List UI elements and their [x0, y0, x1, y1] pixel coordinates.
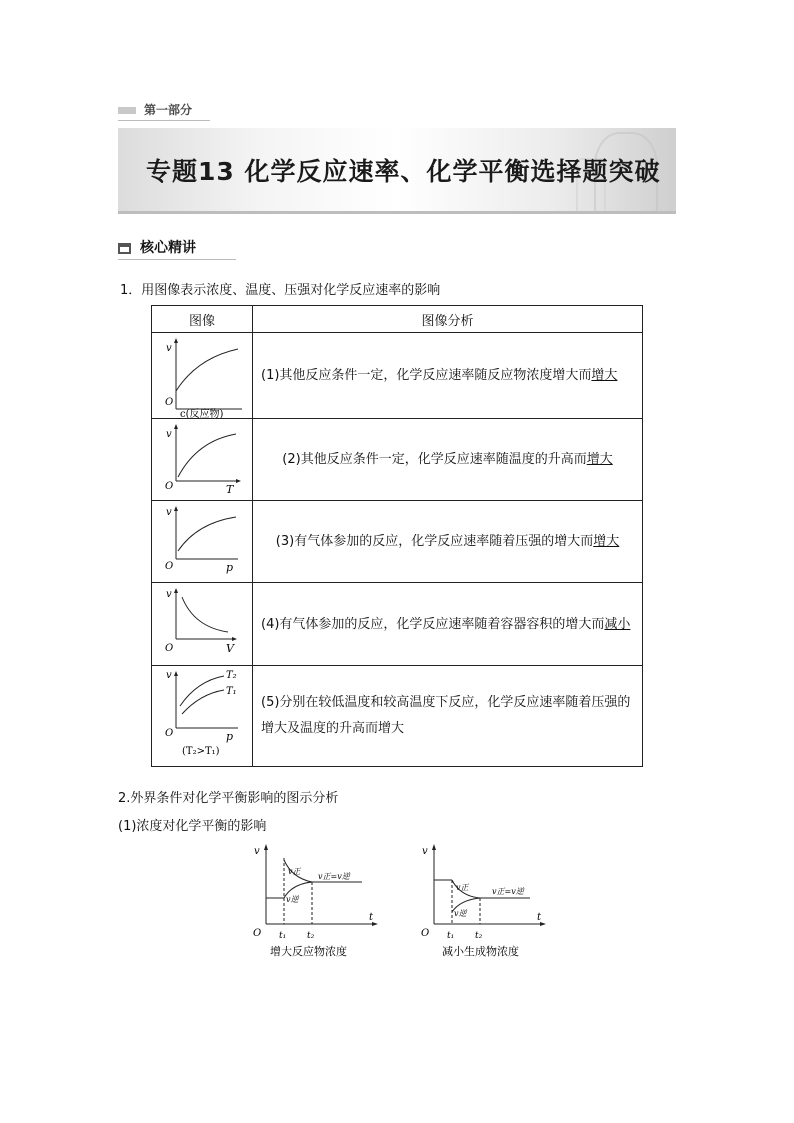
y-axis-arrow-icon	[264, 844, 268, 850]
analysis-cell	[253, 501, 643, 583]
answer-blank: 增大	[593, 533, 620, 549]
origin-label: O	[165, 728, 174, 739]
table-row	[152, 501, 643, 583]
section-list-icon	[118, 243, 131, 254]
v-equal-label: v正=v逆	[492, 887, 524, 896]
answer-blank: 增大	[586, 451, 613, 467]
analysis-cell	[253, 419, 643, 501]
rate-analysis-table	[151, 305, 643, 767]
page-title: 专题13 化学反应速率、化学平衡选择题突破	[146, 157, 661, 186]
t1-label: t₁	[279, 931, 287, 941]
analysis-text: (3)有气体参加的反应，化学反应速率随着压强的增大而	[275, 533, 594, 549]
analysis-text: (5)分别在较低温度和较高温度下反应，化学反应速率随着压强的增大及温度的升高而增大	[261, 695, 631, 736]
curve-t1	[182, 690, 224, 714]
y-axis-arrow-icon	[174, 671, 178, 676]
col-image-header: 图像	[152, 306, 253, 333]
x-axis-arrow-icon	[232, 637, 237, 641]
answer-blank: 减小	[604, 616, 631, 632]
answer-blank: 增大	[591, 367, 618, 383]
table-row	[152, 333, 643, 419]
temperature-note: (T₂>T₁)	[182, 746, 220, 757]
t-axis-label: t	[369, 912, 374, 923]
equilibrium-figure-increase-reactant	[246, 840, 386, 965]
origin-label: O	[165, 397, 174, 408]
origin-label: O	[165, 561, 174, 572]
section-rule	[118, 259, 236, 260]
v-forward-label: v正	[456, 883, 469, 892]
part-label-bar	[118, 107, 136, 114]
curve-label-t1: T₁	[226, 686, 237, 697]
graph-temperature	[152, 419, 252, 500]
graph-cell	[152, 333, 253, 419]
v-reverse-label: v逆	[286, 895, 299, 904]
item2-heading: 2.外界条件对化学平衡影响的图示分析	[118, 791, 339, 806]
table-header-row	[152, 306, 643, 333]
section-heading	[118, 237, 196, 257]
y-label: v	[166, 670, 172, 681]
analysis-cell	[253, 333, 643, 419]
v-axis-label: v	[254, 846, 260, 857]
table-row	[152, 419, 643, 501]
graph-cell	[152, 583, 253, 666]
t2-label: t₂	[475, 931, 483, 941]
section-heading-text: 核心精讲	[140, 240, 196, 256]
origin-label: O	[165, 481, 174, 492]
table-row	[152, 666, 643, 767]
y-axis-arrow-icon	[174, 588, 178, 593]
rate-curve	[178, 517, 236, 551]
y-axis-arrow-icon	[174, 424, 178, 429]
v-axis-label: v	[422, 846, 428, 857]
origin-label: O	[165, 643, 174, 654]
y-axis-arrow-icon	[432, 844, 436, 850]
curve-label-t2: T₂	[226, 670, 237, 681]
v-reverse-label: v逆	[454, 909, 467, 918]
analysis-text: (2)其他反应条件一定，化学反应速率随温度的升高而	[282, 451, 587, 467]
rate-curve	[182, 597, 228, 632]
analysis-cell	[253, 583, 643, 666]
y-label: v	[166, 589, 172, 600]
y-label: v	[166, 343, 172, 354]
t-axis-label: t	[537, 912, 542, 923]
origin-label: O	[421, 928, 430, 939]
x-axis-arrow-icon	[236, 479, 241, 483]
part-label-text: 第一部分	[144, 103, 193, 117]
item2-subheading: (1)浓度对化学平衡的影响	[118, 819, 267, 834]
banner-stripe	[118, 211, 676, 214]
x-label: c(反应物)	[180, 409, 224, 418]
title-banner	[118, 128, 676, 214]
rate-curve	[176, 349, 238, 391]
item1-heading: 1．用图像表示浓度、温度、压强对化学反应速率的影响	[120, 283, 441, 298]
graph-cell	[152, 501, 253, 583]
table-row	[152, 583, 643, 666]
t2-label: t₂	[307, 931, 315, 941]
analysis-cell	[253, 666, 643, 767]
y-axis-arrow-icon	[174, 506, 178, 511]
x-label: T	[226, 483, 234, 496]
col-analysis-header: 图像分析	[253, 306, 643, 333]
v-forward-label: v正	[288, 867, 301, 876]
graph-cell	[152, 666, 253, 767]
x-label: p	[226, 730, 234, 743]
y-label: v	[166, 507, 172, 518]
graph-pressure	[152, 501, 252, 582]
figure-caption: 减小生成物浓度	[442, 945, 519, 958]
y-label: v	[166, 429, 172, 440]
graph-cell	[152, 419, 253, 501]
t1-label: t₁	[447, 931, 455, 941]
graph-concentration	[152, 333, 252, 418]
rate-curve	[178, 434, 236, 477]
x-label: p	[226, 561, 234, 574]
part-label	[118, 101, 192, 118]
equilibrium-figure-decrease-product	[414, 840, 554, 965]
figure-caption: 增大反应物浓度	[270, 945, 347, 958]
analysis-text: (4)有气体参加的反应，化学反应速率随着容器容积的增大而	[261, 616, 605, 632]
graph-pressure-temperature	[152, 666, 252, 766]
v-equal-label: v正=v逆	[318, 872, 350, 881]
x-label: V	[226, 642, 234, 655]
part-rule	[118, 120, 210, 121]
y-axis-arrow-icon	[174, 338, 178, 343]
analysis-text: (1)其他反应条件一定，化学反应速率随反应物浓度增大而	[261, 367, 592, 383]
graph-volume	[152, 583, 252, 665]
origin-label: O	[253, 928, 262, 939]
